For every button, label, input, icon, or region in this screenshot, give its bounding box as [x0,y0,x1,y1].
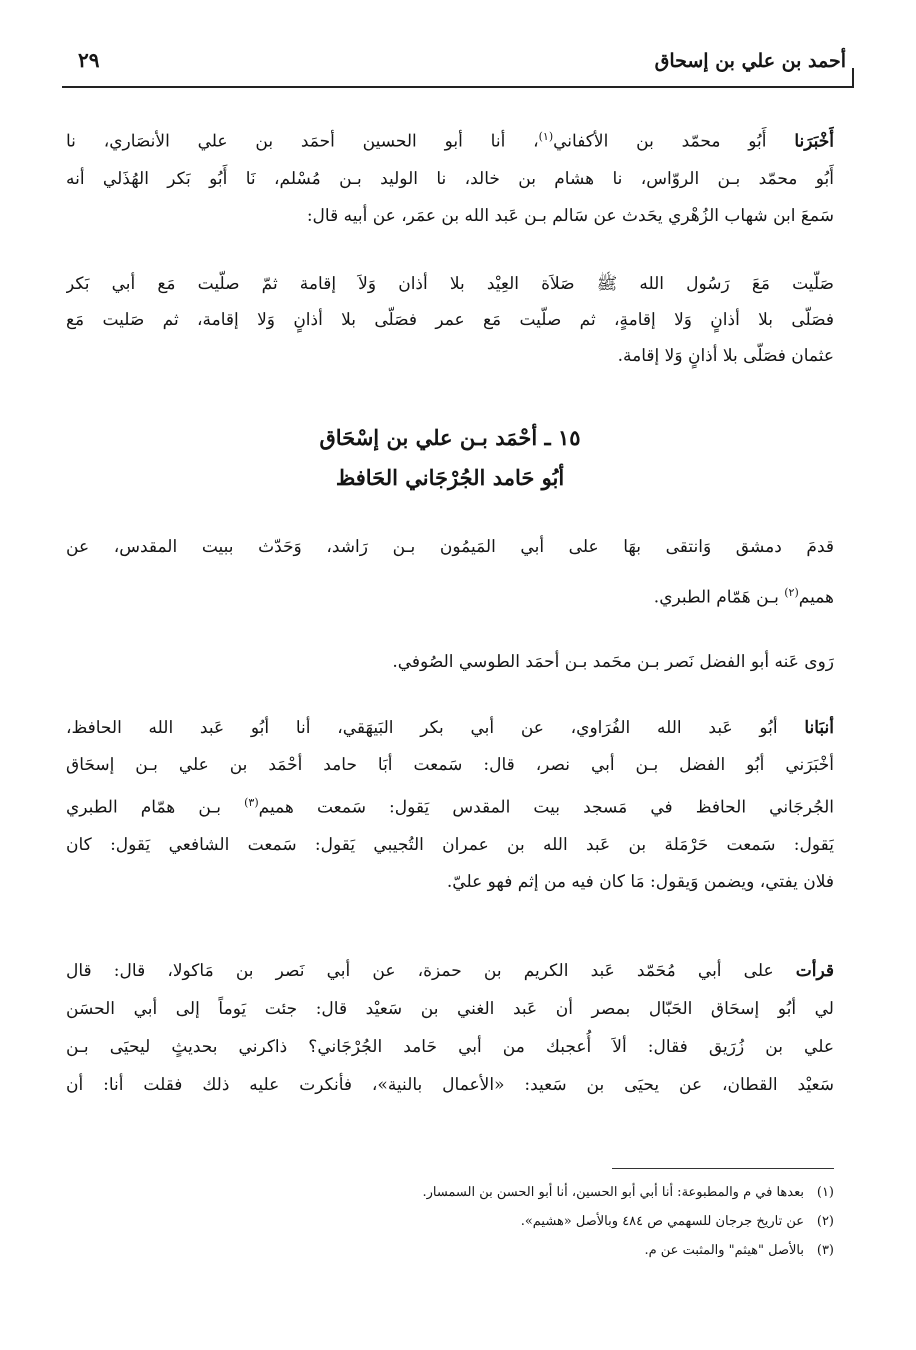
page-number: ٢٩ [78,48,100,72]
paragraph-5-line-2: أخْبَرَني أبُو الفضل بـن أبي نصر، قال: سَمعت أبَا حامد أحْمَد بن علي بـن إسحَاق [66,755,834,775]
header-corner-tick [852,68,854,88]
footnote-separator [612,1168,834,1169]
paragraph-1-line-3: سَمعَ ابن شهاب الزُهْري يحَدث عن سَالم بـن عَبد الله بن عمَر، عن أبيه قال: [306,205,834,226]
paragraph-6-line-3: علي بن زُرَيق فقال: ألاَ أُعجبك من أبي حَامد الجُرْجَاني؟ ذاكرني بحديثٍ ليحيَى بـن [66,1037,834,1057]
paragraph-4 [66,642,834,682]
footnote-ref-2: (٢) [784,586,799,599]
paragraph-6 [66,952,834,1104]
paragraph-3-line-1: قدمَ دمشق وَانتقى بهَا على أبي المَيمُون بـن رَاشد، وَحَدّث ببيت المقدس، عن [66,537,834,557]
paragraph-5-line-1: أنبَانا أبُو عَبد الله الفُرَاوي، عن أبي بكر البَيهَقي، أنا أبُو عَبد الله الحافظ، [66,718,834,738]
footnote-2 [230,1207,834,1236]
paragraph-5-lead: أنبَانا [804,718,834,738]
paragraph-5-line-5: فلان يفتي، ويضمن وَيقول: مَا كان فيه من إثم فهو عليّ. [446,871,834,892]
page-header [62,42,854,88]
paragraph-6-line-1: قرأت على أبي مُحَمّد عَبد الكريم بن حمزة، عن أبي نَصر بن مَاكولا، قال: قال [66,961,834,981]
footnote-3 [230,1236,834,1265]
header-rule [62,86,854,88]
section-heading-name: ١٥ ـ أحْمَد بـن علي بن إسْحَاق [319,425,581,450]
paragraph-2-line-1: صَلّيت مَعَ رَسُول الله ﷺ صَلاَة العِيْد بلا أذان وَلاَ إقامة ثمّ صلّيت مَع أبي بَكر [66,274,834,294]
running-title: أحمد بن علي بن إسحاق [654,50,846,72]
paragraph-1-lead: أَخْبَرَنا [794,131,834,152]
paragraph-2-line-3: عثمان فصَلّى بلا أذانٍ وَلا إقامة. [617,346,834,366]
footnote-ref-3: (٣) [244,796,259,809]
footnote-number: (٢) [816,1214,834,1229]
footnote-number: (٣) [816,1243,834,1258]
footnote-number: (١) [816,1185,834,1200]
footnote-ref-1: (١) [538,130,554,143]
paragraph-2 [66,266,834,374]
paragraph-3 [66,524,834,621]
footnote-text: عن تاريخ جرجان للسهمي ص ٤٨٤ وبالأصل «هشيم». [520,1214,804,1229]
paragraph-5-line-4: يَقول: سَمعت حَرْمَلة بن عَبد الله بن عمران التُجيبي يَقول: سَمعت الشافعي يَقول: كان [66,834,834,855]
paragraph-6-lead: قرأت [795,961,834,981]
paragraph-5 [66,710,834,901]
paragraph-6-line-2: لي أبُو إسحَاق الحَبّال بمصر أن عَبد الغني بن سَعيْد قال: جئت يَوماً إلى أبي الحسَن [66,999,834,1019]
paragraph-1-line-2: أَبُو محمّد بـن الروّاس، نا هشام بن خالد، نا الوليد بـن مُسْلم، نَا أَبُو بَكر الهُذَلي أنه [66,168,834,189]
paragraph-6-line-4: سَعيْد القطان، عن يحيَى بن سَعيد: «الأعمال بالنية»، فأنكرت عليه ذلك فقلت أنا: أن [66,1075,834,1095]
paragraph-3-line-2: هميم$^{(٢)}$ بـن هَمّام الطبري. [653,586,834,608]
paragraph-1-line-1: أَخْبَرَنا أَبُو محمّد بن الأكفاني$^{(١)}$، أنا أبو الحسين أحمَد بن علي الأنصَاري، نا [66,130,834,152]
section-heading [66,418,834,498]
footnotes [230,1178,834,1265]
section-heading-kunya: أبُو حَامد الجُرْجَاني الحَافظ [335,465,565,490]
footnote-text: بعدها في م والمطبوعة: أنا أبي أبو الحسين، أنا أبو الحسن بن السمسار. [422,1185,804,1200]
paragraph-4-line-1: رَوى عَنه أبو الفضل نَصر بـن محَمد بـن أحمَد الطوسي الصُوفي. [392,652,834,672]
paragraph-5-line-3: الجُرجَاني الحافظ في مَسجد بيت المقدس يَقول: سَمعت هميم$^{(٣)}$ بـن همّام الطبري [66,796,834,818]
paragraph-1 [66,118,834,235]
footnote-1 [230,1178,834,1207]
paragraph-2-line-2: فصَلّى بلا أذانٍ وَلا إقامةٍ، ثم صلّيت مَع عمر فصَلّى بلا أذانٍ وَلا إقامة، ثم صَليت مَع [66,310,834,330]
footnote-text: بالأصل "هيثم" والمثبت عن م. [644,1243,804,1258]
